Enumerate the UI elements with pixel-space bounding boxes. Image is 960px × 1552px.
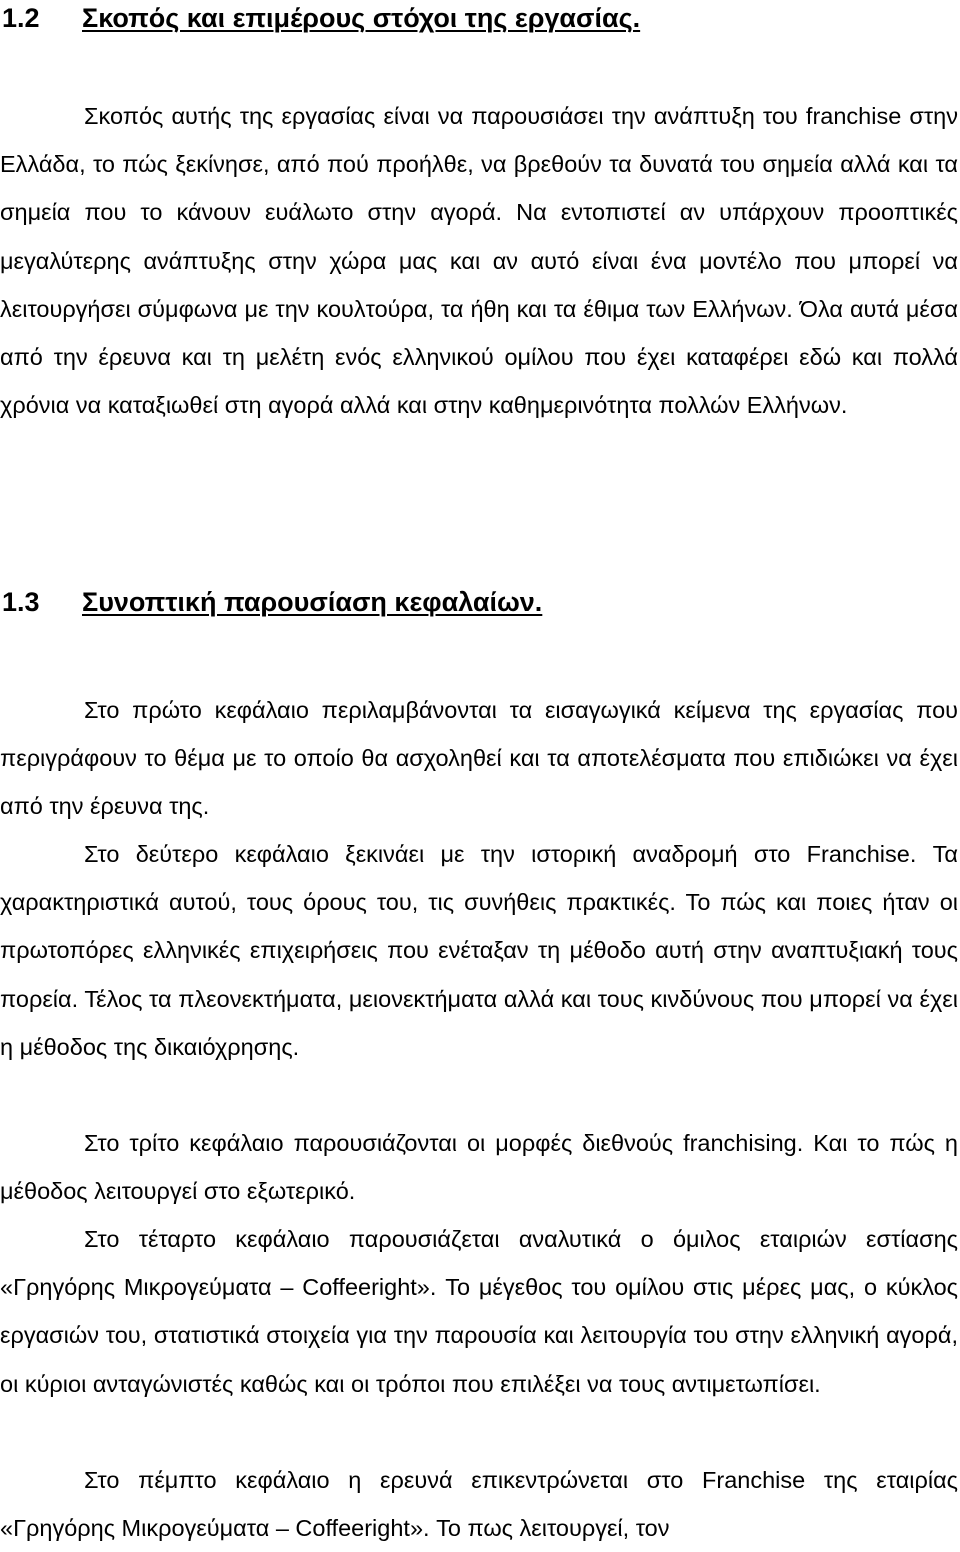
chapter-2-paragraph: Στο δεύτερο κεφάλαιο ξεκινάει με την ιστορική αναδρομή στο Franchise. Τα χαρακτηριστικά αυτού, τους όρους του, τις συνήθεις πρακτικές. Το πώς και ποιες ήταν οι πρωτοπόρες ελληνικές επιχειρήσεις που ενέταξαν τη μέθοδο αυτή στην αναπτυξιακή τους πορεία. Τέλος τα πλεονεκτήματα, μειονεκτήματα αλλά και τους κινδύνους που μπορεί να έχει η μέθοδος της δικαιόχρησης. (0, 841, 958, 1060)
section-1-3-number: 1.3 (2, 587, 40, 617)
section-1-2-paragraph: Σκοπός αυτής της εργασίας είναι να παρουσιάσει την ανάπτυξη του franchise στην Ελλάδα, το πώς ξεκίνησε, από πού προήλθε, να βρεθούν τα δυνατά του σημεία αλλά και τα σημεία που το κάνουν ευάλωτο στην αγορά. Να εντοπιστεί αν υπάρχουν προοπτικές μεγαλύτερης ανάπτυξης στην χώρα μας και αν αυτό είναι ένα μοντέλο που μπορεί να λειτουργήσει σύμφωνα με την κουλτούρα, τα ήθη και τα έθιμα των Ελλήνων. Όλα αυτά μέσα από την έρευνα και τη μελέτη ενός ελληνικού ομίλου που έχει καταφέρει εδώ και πολλά χρόνια να καταξιωθεί στη αγορά αλλά και στην καθημερινότητα πολλών Ελλήνων. (0, 103, 958, 419)
section-1-3-title: Συνοπτική παρουσίαση κεφαλαίων. (82, 587, 543, 617)
chapter-3-paragraph: Στο τρίτο κεφάλαιο παρουσιάζονται οι μορφές διεθνούς franchising. Και το πώς η μέθοδος λειτουργεί στο εξωτερικό. (0, 1130, 958, 1205)
section-1-2-number: 1.2 (2, 3, 40, 33)
chapter-5-paragraph: Στο πέμπτο κεφάλαιο η ερευνά επικεντρώνεται στο Franchise της εταιρίας «Γρηγόρης Μικρογεύματα – Coffeeright». Το πως λειτουργεί, τον (0, 1467, 958, 1542)
section-1-2-heading (2, 2, 640, 34)
section-1-3-heading (2, 586, 542, 618)
section-1-2-title: Σκοπός και επιμέρους στόχοι της εργασίας. (82, 3, 641, 33)
chapter-1-paragraph: Στο πρώτο κεφάλαιο περιλαμβάνονται τα εισαγωγικά κείμενα της εργασίας που περιγράφουν το θέμα με το οποίο θα ασχοληθεί και τα αποτελέσματα που επιδιώκει να έχει από την έρευνα της. (0, 697, 958, 820)
chapter-4-paragraph: Στο τέταρτο κεφάλαιο παρουσιάζεται αναλυτικά ο όμιλος εταιριών εστίασης «Γρηγόρης Μικρογεύματα – Coffeeright». Το μέγεθος του ομίλου στις μέρες μας, ο κύκλος εργασιών του, στατιστικά στοιχεία για την παρουσία και λειτουργία του στην ελληνική αγορά, οι κύριοι ανταγώνιστές καθώς και οι τρόποι που επιλέξει να τους αντιμετωπίσει. (0, 1226, 958, 1397)
